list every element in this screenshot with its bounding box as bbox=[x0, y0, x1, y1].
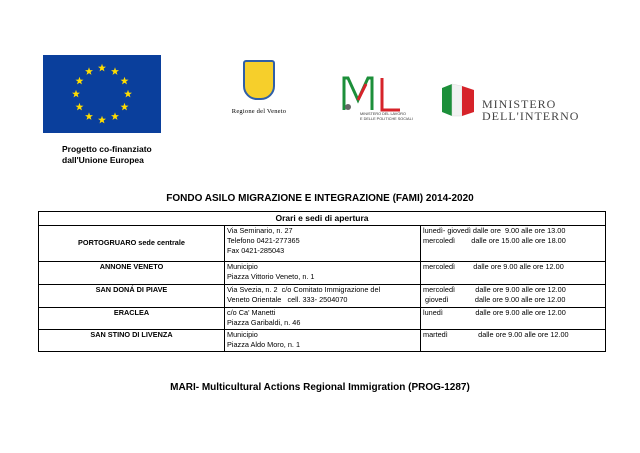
eu-star-icon bbox=[72, 90, 80, 98]
address-cell: Municipio Piazza Aldo Moro, n. 1 bbox=[225, 330, 421, 351]
eu-flag-logo bbox=[43, 55, 161, 133]
eu-star-icon bbox=[121, 103, 129, 111]
address-cell: Via Seminario, n. 27 Telefono 0421-277365 Fax 0421-285043 bbox=[225, 226, 421, 261]
interno-wordmark: MINISTERO DELL'INTERNO bbox=[482, 97, 580, 123]
eu-stars-icon bbox=[43, 55, 161, 133]
fund-title: FONDO ASILO MIGRAZIONE E INTEGRAZIONE (FAMI) 2014-2020 bbox=[166, 193, 474, 204]
ministero-interno-logo bbox=[440, 82, 580, 122]
place-cell: SAN DONÁ DI PIAVE bbox=[39, 285, 225, 307]
ml-small-text: MINISTERO DEL LAVORO E DELLE POLITICHE SOCIALI bbox=[360, 112, 413, 121]
footer-title: MARI- Multicultural Actions Regional Immigration (PROG-1287) bbox=[170, 382, 470, 393]
table-row bbox=[39, 262, 605, 285]
hours-cell: mercoledì dalle ore 9.00 alle ore 12.00 bbox=[423, 262, 564, 271]
hours-cell: lunedì dalle ore 9.00 alle ore 12.00 bbox=[423, 308, 566, 317]
eu-star-icon bbox=[98, 116, 106, 124]
italian-flag-icon bbox=[440, 82, 476, 118]
schedule-table bbox=[38, 211, 606, 352]
place-cell: SAN STINO DI LIVENZA bbox=[39, 330, 225, 351]
eu-star-icon bbox=[98, 64, 106, 72]
table-row bbox=[39, 308, 605, 330]
eu-star-icon bbox=[75, 103, 83, 111]
place-cell: ANNONE VENETO bbox=[39, 262, 225, 284]
hours-cell: mercoledì dalle ore 9.00 alle ore 12.00 giovedì dalle ore 9.00 alle ore 12.00 bbox=[423, 285, 566, 304]
eu-caption: Progetto co-finanziato dall'Unione Europea bbox=[62, 144, 152, 165]
address-cell: c/o Ca' Manetti Piazza Garibaldi, n. 46 bbox=[225, 308, 421, 329]
lion-seal-icon bbox=[243, 60, 275, 100]
place-cell: PORTOGRUARO sede centrale bbox=[39, 226, 225, 261]
address-cell: Via Svezia, n. 2 c/o Comitato Immigrazione del Veneto Orientale cell. 333- 2504070 bbox=[225, 285, 421, 307]
eu-star-icon bbox=[75, 77, 83, 85]
table-row bbox=[39, 330, 605, 351]
regione-veneto-logo bbox=[220, 60, 298, 120]
regione-veneto-label: Regione del Veneto bbox=[231, 108, 287, 115]
eu-star-icon bbox=[124, 90, 132, 98]
table-row bbox=[39, 285, 605, 308]
table-header: Orari e sedi di apertura bbox=[39, 212, 605, 226]
table-row bbox=[39, 226, 605, 262]
eu-star-icon bbox=[85, 67, 93, 75]
place-cell: ERACLEA bbox=[39, 308, 225, 329]
hours-cell: martedì dalle ore 9.00 alle ore 12.00 bbox=[423, 330, 569, 339]
hours-cell: lunedì- giovedì dalle ore 9.00 alle ore 13.00 mercoledì dalle ore 15.00 alle ore 18.00 bbox=[423, 226, 566, 245]
eu-star-icon bbox=[121, 77, 129, 85]
ml-monogram-icon bbox=[338, 74, 410, 112]
eu-star-icon bbox=[111, 112, 119, 120]
eu-star-icon bbox=[85, 112, 93, 120]
address-cell: Municipio Piazza Vittorio Veneto, n. 1 bbox=[225, 262, 421, 284]
eu-star-icon bbox=[111, 67, 119, 75]
ministero-lavoro-logo bbox=[338, 74, 413, 124]
